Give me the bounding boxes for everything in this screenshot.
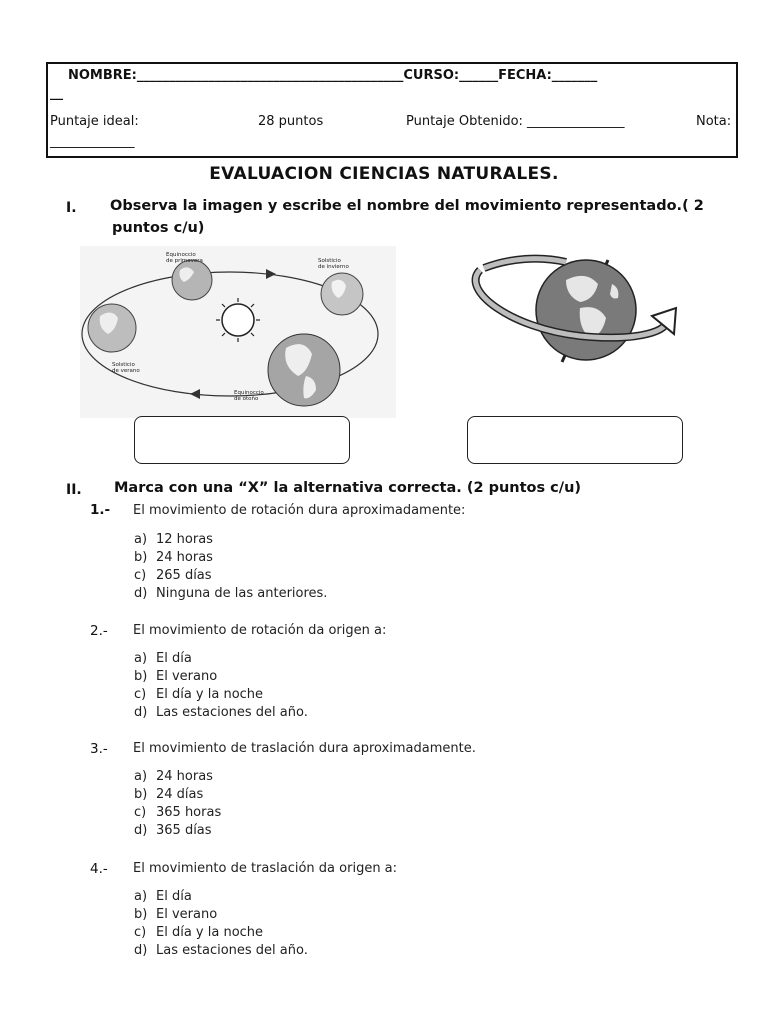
earth-globe-icon xyxy=(321,273,363,315)
answer-box-right[interactable] xyxy=(467,416,683,464)
question-1-option-d[interactable]: d) Ninguna de las anteriores. xyxy=(134,586,328,601)
question-3-text: El movimiento de traslación dura aproximadamente. xyxy=(133,741,476,756)
question-3-option-c[interactable]: c) 365 horas xyxy=(134,805,222,820)
label-equinoccio-otono-1: Equinoccio xyxy=(234,390,264,396)
puntaje-ideal-label: Puntaje ideal: xyxy=(50,114,139,129)
question-4-option-a[interactable]: a) El día xyxy=(134,889,192,904)
question-1-number: 1.- xyxy=(90,502,111,518)
translation-orbit-figure xyxy=(80,246,396,418)
question-2-option-d[interactable]: d) Las estaciones del año. xyxy=(134,705,308,720)
question-2-option-b[interactable]: b) El verano xyxy=(134,669,218,684)
rotation-globe-figure xyxy=(470,250,692,370)
question-1-option-b[interactable]: b) 24 horas xyxy=(134,550,213,565)
label-solsticio-verano-2: de verano xyxy=(112,368,140,374)
section-1-number: I. xyxy=(66,200,77,216)
question-3-option-a[interactable]: a) 24 horas xyxy=(134,769,213,784)
section-2-instruction: Marca con una “X” la alternativa correcta. (2 puntos c/u) xyxy=(114,480,582,496)
label-solsticio-invierno-2: de invierno xyxy=(318,264,349,270)
question-4-number: 4.- xyxy=(90,861,108,877)
label-equinoccio-primavera-1: Equinoccio xyxy=(166,252,196,258)
answer-box-left[interactable] xyxy=(134,416,350,464)
question-3-option-b[interactable]: b) 24 días xyxy=(134,787,204,802)
question-2-text: El movimiento de rotación da origen a: xyxy=(133,623,387,638)
earth-globe-icon xyxy=(88,304,136,352)
nota-label: Nota: xyxy=(696,114,732,129)
student-info-box xyxy=(46,62,738,158)
question-4-option-b[interactable]: b) El verano xyxy=(134,907,218,922)
question-4-text: El movimiento de traslación da origen a: xyxy=(133,861,398,876)
earth-globe-icon xyxy=(172,260,212,300)
question-2-option-a[interactable]: a) El día xyxy=(134,651,192,666)
question-1-option-a[interactable]: a) 12 horas xyxy=(134,532,213,547)
puntaje-obtenido-field[interactable]: Puntaje Obtenido: _______________ xyxy=(406,114,625,129)
question-3-number: 3.- xyxy=(90,741,108,757)
question-3-option-d[interactable]: d) 365 días xyxy=(134,823,212,838)
section-1-instruction-line1: Observa la imagen y escribe el nombre del movimiento representado.( 2 xyxy=(110,198,704,214)
section-2-number: II. xyxy=(66,482,82,498)
question-4-option-d[interactable]: d) Las estaciones del año. xyxy=(134,943,308,958)
section-1-instruction-line2: puntos c/u) xyxy=(112,220,205,236)
nombre-curso-fecha-line[interactable]: NOMBRE:_________________________________________CURSO:______FECHA:_______ xyxy=(68,68,598,83)
earth-globe-icon xyxy=(268,334,340,406)
label-equinoccio-otono-2: de otoño xyxy=(234,396,259,402)
question-2-option-c[interactable]: c) El día y la noche xyxy=(134,687,264,702)
puntaje-ideal-value: 28 puntos xyxy=(258,114,324,129)
question-2-number: 2.- xyxy=(90,623,108,639)
label-solsticio-verano-1: Solsticio xyxy=(112,362,135,368)
label-solsticio-invierno-1: Solsticio xyxy=(318,258,341,264)
sun-icon xyxy=(216,298,260,342)
question-4-option-c[interactable]: c) El día y la noche xyxy=(134,925,264,940)
nombre-line-wrap: __ xyxy=(50,86,63,101)
nota-field[interactable]: _____________ xyxy=(50,134,135,149)
label-equinoccio-primavera-2: de primavera xyxy=(166,258,203,264)
page-title: EVALUACION CIENCIAS NATURALES. xyxy=(209,164,559,184)
question-1-text: El movimiento de rotación dura aproximadamente: xyxy=(133,503,466,518)
question-1-option-c[interactable]: c) 265 días xyxy=(134,568,212,583)
